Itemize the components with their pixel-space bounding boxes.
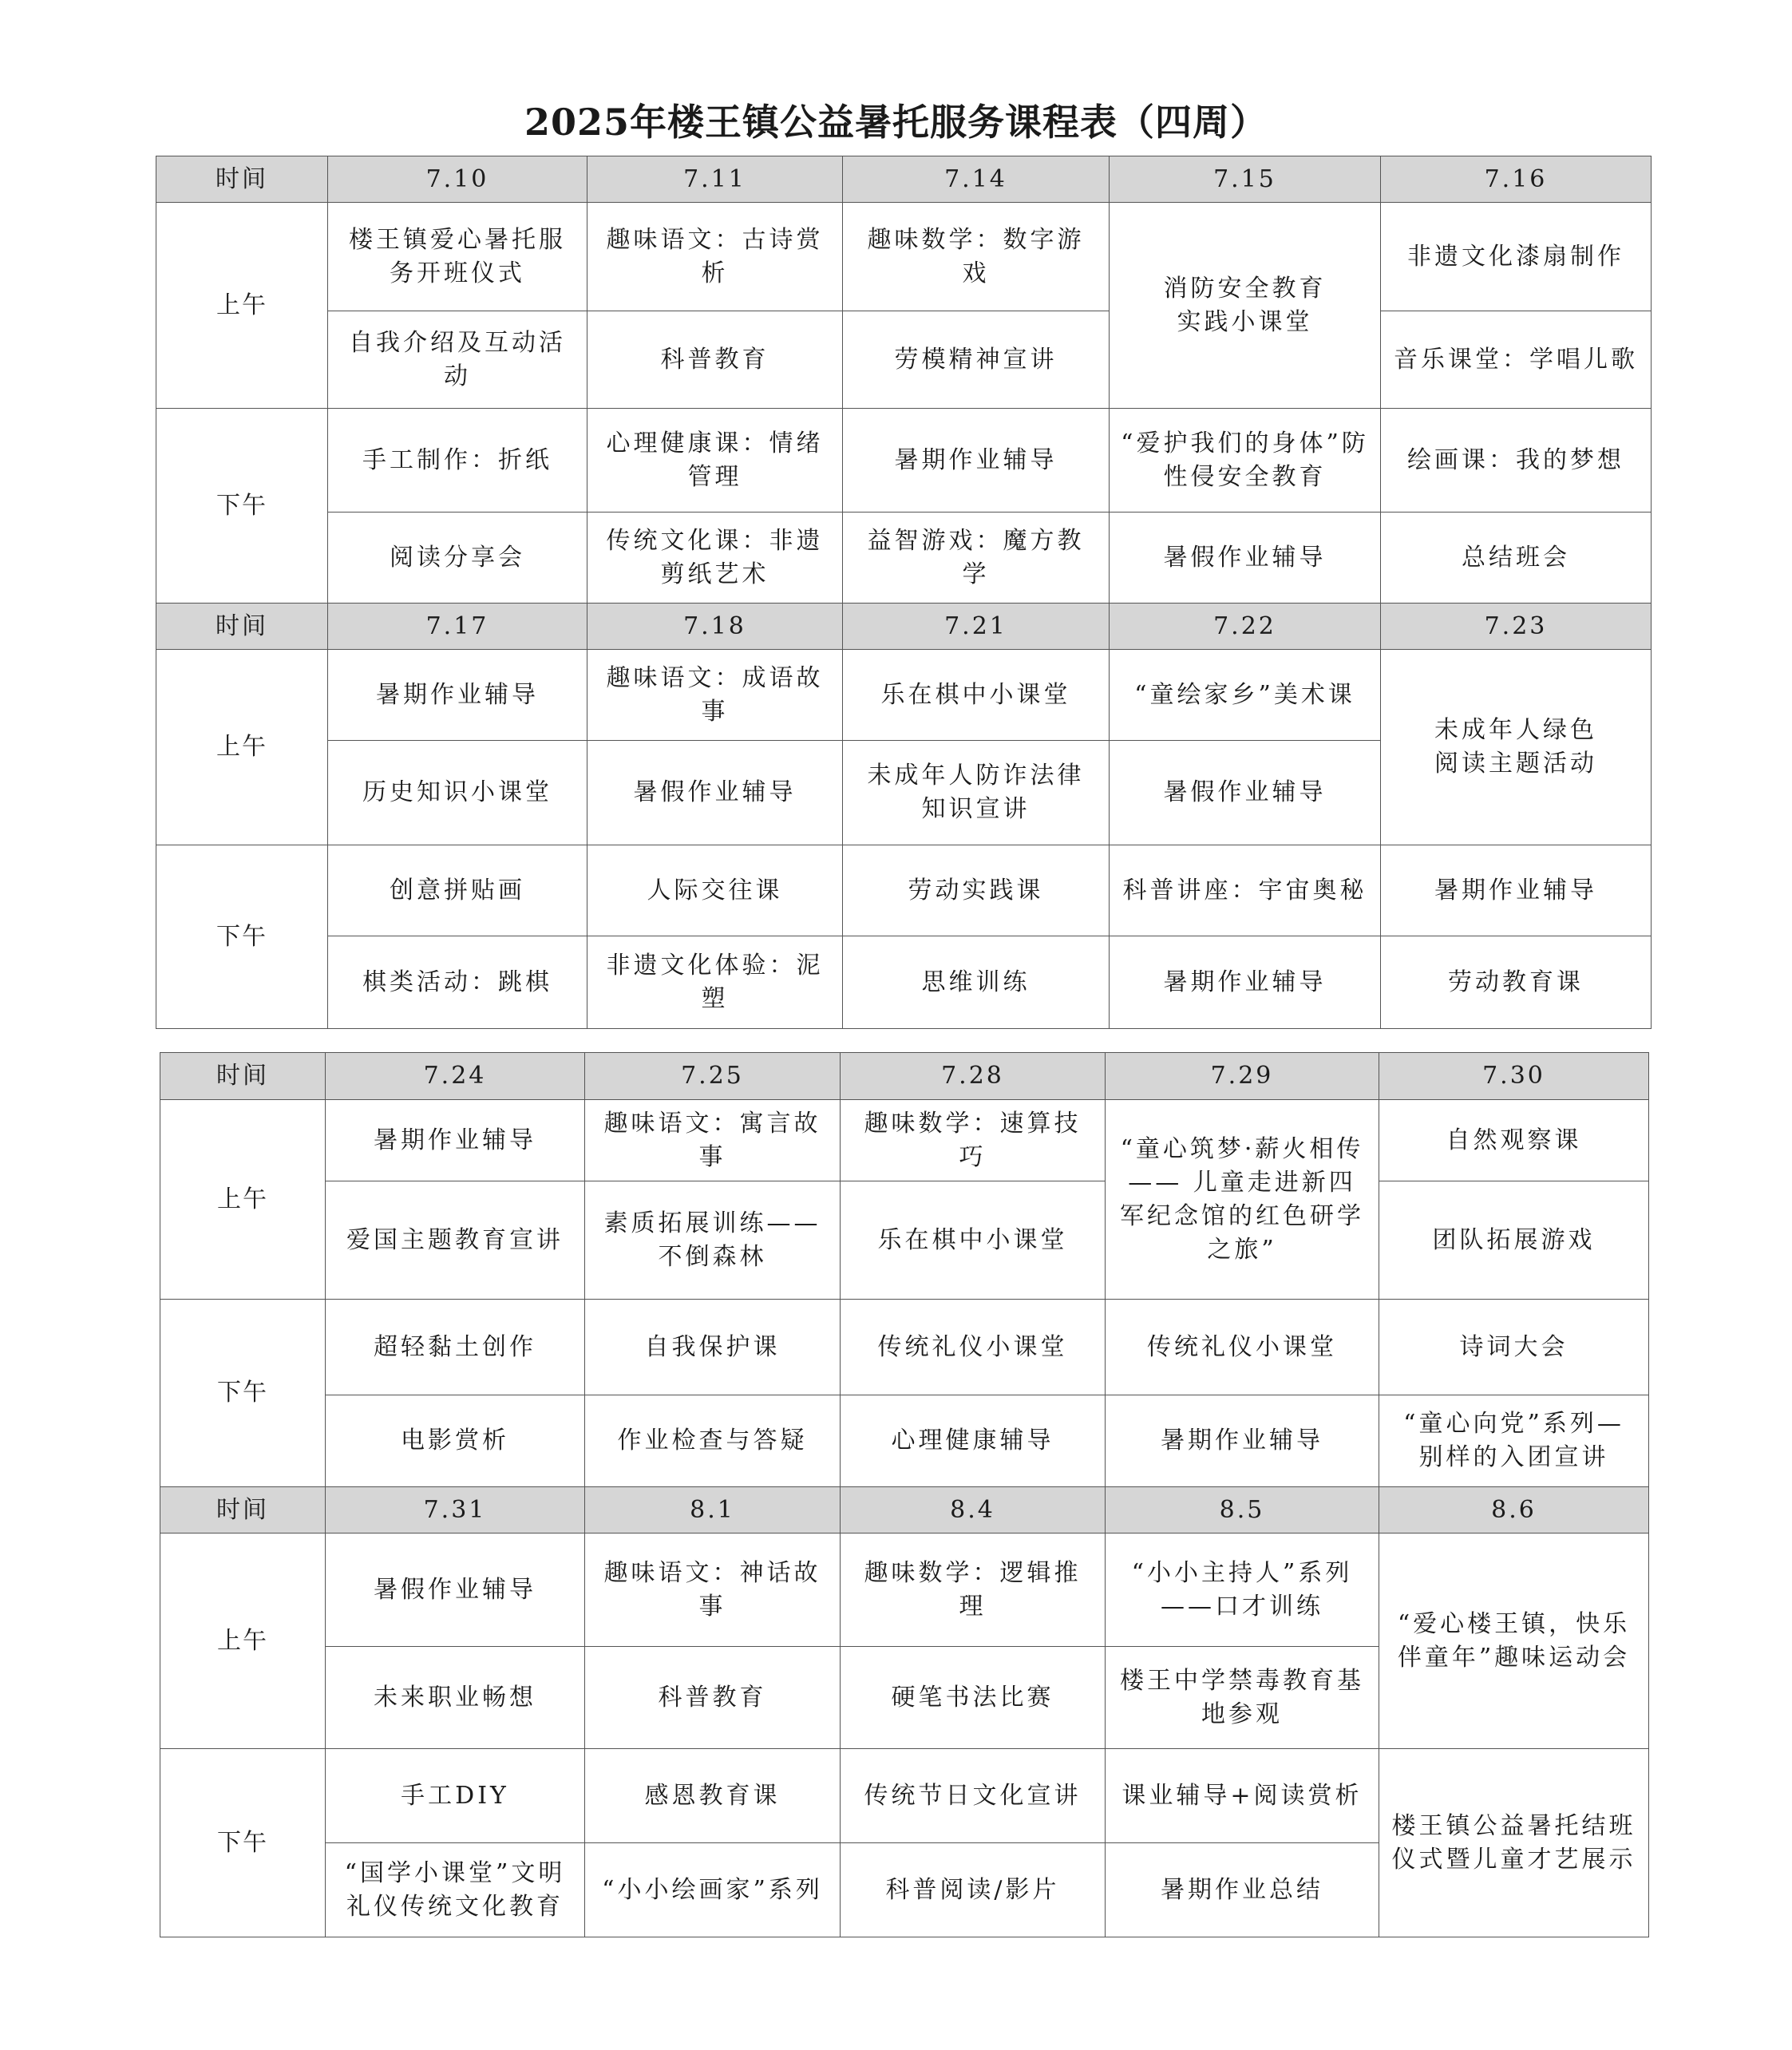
morning-label: 上午	[160, 1100, 326, 1300]
date-header: 7.17	[328, 604, 587, 650]
course-cell: 心理健康课：情绪管理	[587, 409, 843, 512]
course-cell: 自我介绍及互动活动	[328, 311, 587, 409]
week-1-header-row	[156, 156, 1652, 203]
course-cell: 自然观察课	[1379, 1100, 1649, 1181]
course-cell: 乐在棋中小课堂	[841, 1181, 1106, 1300]
course-cell: 暑假作业辅导	[1110, 741, 1381, 845]
week-3-header-row	[160, 1053, 1649, 1100]
table-row	[156, 936, 1652, 1029]
page-title: 2025年楼王镇公益暑托服务课程表（四周）	[524, 101, 1268, 144]
date-header: 7.23	[1381, 604, 1652, 650]
date-header: 7.16	[1381, 156, 1652, 203]
table-row	[156, 203, 1652, 311]
course-cell: “小小主持人”系列——口才训练	[1106, 1534, 1379, 1647]
course-cell: “国学小课堂”文明礼仪传统文化教育	[326, 1843, 585, 1937]
week-2-header-row	[156, 604, 1652, 650]
course-cell: 诗词大会	[1379, 1300, 1649, 1395]
afternoon-label: 下午	[156, 409, 328, 604]
course-cell: 团队拓展游戏	[1379, 1181, 1649, 1300]
course-cell: 阅读分享会	[328, 512, 587, 604]
course-cell: 消防安全教育 实践小课堂	[1110, 203, 1381, 409]
course-cell: 暑假作业辅导	[587, 741, 843, 845]
course-cell: 超轻黏土创作	[326, 1300, 585, 1395]
course-cell: 非遗文化漆扇制作	[1381, 203, 1652, 311]
afternoon-label: 下午	[160, 1300, 326, 1487]
course-cell: “爱心楼王镇，快乐伴童年”趣味运动会	[1379, 1534, 1649, 1749]
course-cell: 爱国主题教育宣讲	[326, 1181, 585, 1300]
course-cell: “童绘家乡”美术课	[1110, 650, 1381, 741]
course-cell: 劳模精神宣讲	[843, 311, 1110, 409]
date-header: 7.10	[328, 156, 587, 203]
course-cell: 科普讲座：宇宙奥秘	[1110, 845, 1381, 936]
date-header: 7.28	[841, 1053, 1106, 1100]
course-cell: 传统礼仪小课堂	[1106, 1300, 1379, 1395]
date-header: 8.5	[1106, 1487, 1379, 1534]
course-cell: “爱护我们的身体”防性侵安全教育	[1110, 409, 1381, 512]
course-cell: 手工DIY	[326, 1749, 585, 1843]
course-cell: 音乐课堂：学唱儿歌	[1381, 311, 1652, 409]
week-4-header-row	[160, 1487, 1649, 1534]
course-cell: 非遗文化体验：泥塑	[587, 936, 843, 1029]
date-header: 7.30	[1379, 1053, 1649, 1100]
date-header: 8.4	[841, 1487, 1106, 1534]
table-row	[160, 1749, 1649, 1843]
course-cell: 暑期作业总结	[1106, 1843, 1379, 1937]
course-cell: 作业检查与答疑	[585, 1395, 841, 1487]
table-row	[160, 1534, 1649, 1647]
date-header: 7.18	[587, 604, 843, 650]
course-cell: 自我保护课	[585, 1300, 841, 1395]
course-cell: “小小绘画家”系列	[585, 1843, 841, 1937]
time-header: 时间	[156, 604, 328, 650]
course-cell: 趣味语文：寓言故事	[585, 1100, 841, 1181]
course-cell: 暑假作业辅导	[1110, 512, 1381, 604]
date-header: 7.14	[843, 156, 1110, 203]
table-row	[156, 650, 1652, 741]
course-cell: “童心筑梦·薪火相传—— 儿童走进新四军纪念馆的红色研学之旅”	[1106, 1100, 1379, 1300]
course-cell: 未来职业畅想	[326, 1647, 585, 1749]
morning-label: 上午	[156, 650, 328, 845]
course-cell: 劳动实践课	[843, 845, 1110, 936]
course-cell: 趣味语文：神话故事	[585, 1534, 841, 1647]
schedule-table-2	[160, 1052, 1649, 1937]
morning-label: 上午	[160, 1534, 326, 1749]
table-row	[160, 1181, 1649, 1300]
date-header: 8.6	[1379, 1487, 1649, 1534]
course-cell: 绘画课：我的梦想	[1381, 409, 1652, 512]
course-cell: 人际交往课	[587, 845, 843, 936]
course-cell: 历史知识小课堂	[328, 741, 587, 845]
course-cell: 益智游戏：魔方教学	[843, 512, 1110, 604]
course-cell: 科普阅读/影片	[841, 1843, 1106, 1937]
table-row	[156, 512, 1652, 604]
course-cell: 手工制作：折纸	[328, 409, 587, 512]
course-cell: 传统文化课：非遗剪纸艺术	[587, 512, 843, 604]
course-cell: 劳动教育课	[1381, 936, 1652, 1029]
course-cell: 趣味语文：成语故事	[587, 650, 843, 741]
course-cell: 感恩教育课	[585, 1749, 841, 1843]
course-cell: 暑假作业辅导	[326, 1534, 585, 1647]
course-cell: 思维训练	[843, 936, 1110, 1029]
time-header: 时间	[156, 156, 328, 203]
course-cell: 暑期作业辅导	[328, 650, 587, 741]
table-row	[156, 409, 1652, 512]
course-cell: 暑期作业辅导	[1106, 1395, 1379, 1487]
course-cell: 暑期作业辅导	[1110, 936, 1381, 1029]
date-header: 8.1	[585, 1487, 841, 1534]
afternoon-label: 下午	[160, 1749, 326, 1937]
date-header: 7.25	[585, 1053, 841, 1100]
course-cell: 趣味数学：数字游戏	[843, 203, 1110, 311]
date-header: 7.31	[326, 1487, 585, 1534]
date-header: 7.24	[326, 1053, 585, 1100]
afternoon-label: 下午	[156, 845, 328, 1029]
date-header: 7.29	[1106, 1053, 1379, 1100]
time-header: 时间	[160, 1487, 326, 1534]
table-row	[160, 1100, 1649, 1181]
course-cell: 总结班会	[1381, 512, 1652, 604]
course-cell: 传统礼仪小课堂	[841, 1300, 1106, 1395]
table-row	[156, 311, 1652, 409]
morning-label: 上午	[156, 203, 328, 409]
course-cell: 棋类活动：跳棋	[328, 936, 587, 1029]
course-cell: 趣味语文：古诗赏析	[587, 203, 843, 311]
course-cell: 素质拓展训练——不倒森林	[585, 1181, 841, 1300]
date-header: 7.21	[843, 604, 1110, 650]
course-cell: 未成年人绿色 阅读主题活动	[1381, 650, 1652, 845]
date-header: 7.15	[1110, 156, 1381, 203]
table-row	[160, 1300, 1649, 1395]
course-cell: 暑期作业辅导	[1381, 845, 1652, 936]
course-cell: 乐在棋中小课堂	[843, 650, 1110, 741]
course-cell: 楼王镇爱心暑托服务开班仪式	[328, 203, 587, 311]
date-header: 7.22	[1110, 604, 1381, 650]
schedule-table-1	[156, 156, 1652, 1029]
course-cell: 未成年人防诈法律知识宣讲	[843, 741, 1110, 845]
course-cell: 楼王中学禁毒教育基地参观	[1106, 1647, 1379, 1749]
course-cell: 传统节日文化宣讲	[841, 1749, 1106, 1843]
course-cell: 课业辅导+阅读赏析	[1106, 1749, 1379, 1843]
course-cell: 暑期作业辅导	[326, 1100, 585, 1181]
table-row	[160, 1395, 1649, 1487]
course-cell: 科普教育	[587, 311, 843, 409]
table-row	[156, 845, 1652, 936]
course-cell: 硬笔书法比赛	[841, 1647, 1106, 1749]
course-cell: 心理健康辅导	[841, 1395, 1106, 1487]
course-cell: 暑期作业辅导	[843, 409, 1110, 512]
course-cell: 科普教育	[585, 1647, 841, 1749]
course-cell: 创意拼贴画	[328, 845, 587, 936]
course-cell: 楼王镇公益暑托结班仪式暨儿童才艺展示	[1379, 1749, 1649, 1937]
course-cell: 趣味数学：逻辑推理	[841, 1534, 1106, 1647]
course-cell: 趣味数学：速算技巧	[841, 1100, 1106, 1181]
date-header: 7.11	[587, 156, 843, 203]
time-header: 时间	[160, 1053, 326, 1100]
course-cell: “童心向党”系列—别样的入团宣讲	[1379, 1395, 1649, 1487]
course-cell: 电影赏析	[326, 1395, 585, 1487]
